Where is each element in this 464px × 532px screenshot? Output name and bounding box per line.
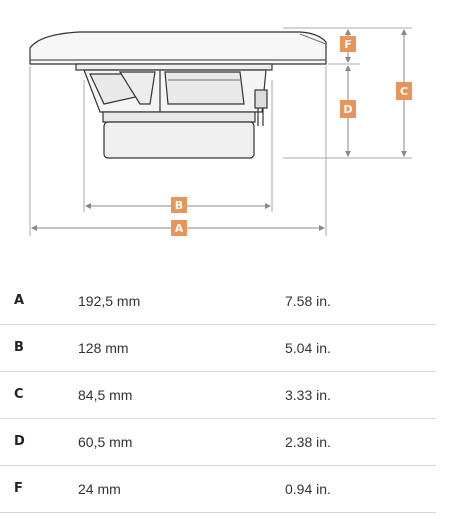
dimension-tag-d — [340, 100, 356, 118]
dimension-inches: 2.38 in. — [285, 434, 331, 450]
dimension-mm: 84,5 mm — [78, 387, 133, 403]
svg-text:C: C — [399, 85, 409, 98]
svg-text:B: B — [174, 199, 184, 212]
svg-text:A: A — [174, 222, 184, 235]
dimension-mm: 192,5 mm — [78, 293, 141, 309]
dimension-tag-f — [340, 36, 356, 52]
dimension-inches: 5.04 in. — [285, 340, 331, 356]
speaker-dimension-diagram — [0, 0, 464, 250]
dimension-mm: 128 mm — [78, 340, 129, 356]
dimension-key: F — [14, 481, 23, 496]
svg-text:F: F — [344, 38, 352, 51]
speaker-side-view — [30, 32, 326, 158]
dimension-key: A — [14, 293, 25, 308]
dimension-inches: 0.94 in. — [285, 481, 331, 497]
dimension-tag-a — [171, 220, 187, 236]
dimensions-table — [0, 278, 436, 513]
dimension-key: C — [14, 387, 24, 402]
svg-text:D: D — [343, 103, 353, 116]
table-row — [0, 466, 436, 513]
dimension-mm: 60,5 mm — [78, 434, 133, 450]
dimension-key: D — [14, 434, 25, 449]
dimension-tag-c — [396, 82, 412, 100]
dimension-tag-b — [171, 197, 187, 213]
dimension-inches: 3.33 in. — [285, 387, 331, 403]
table-row — [0, 419, 436, 466]
table-row — [0, 372, 436, 419]
dimension-mm: 24 mm — [78, 481, 121, 497]
table-row — [0, 278, 436, 325]
dimension-inches: 7.58 in. — [285, 293, 331, 309]
table-row — [0, 325, 436, 372]
dimension-key: B — [14, 340, 24, 355]
